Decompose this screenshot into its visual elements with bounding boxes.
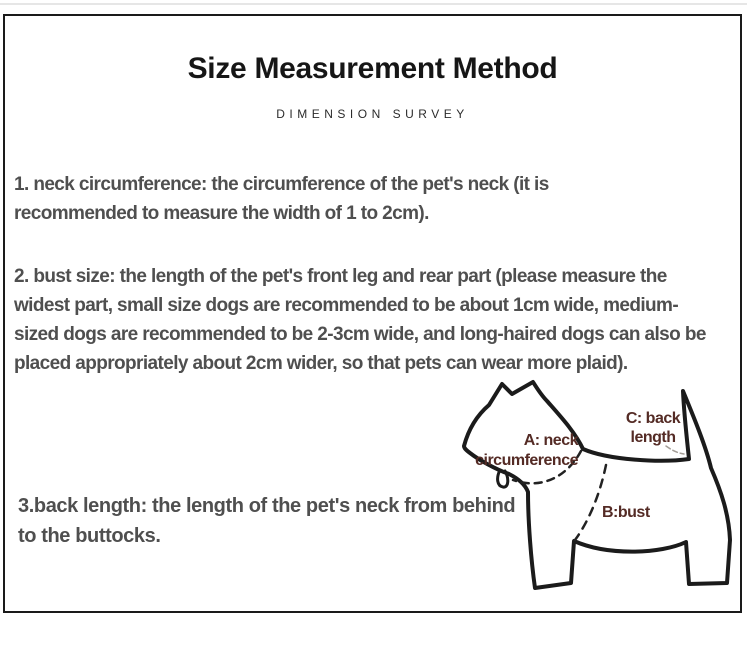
page-title: Size Measurement Method	[187, 52, 558, 85]
page-subtitle: DIMENSION SURVEY	[276, 107, 469, 121]
label-back-line1: C: back	[625, 410, 681, 427]
label-neck-circumference	[458, 431, 578, 471]
top-divider	[0, 3, 747, 5]
label-back-line2: length	[630, 429, 676, 446]
back-length-pointer-line	[666, 446, 684, 454]
label-bust: B:bust	[602, 504, 650, 521]
instruction-neck-circumference: 1. neck circumference: the circumference of the pet's neck (it is recommended to measure the width of 1 to 2cm).	[14, 174, 549, 224]
instruction-back-length: 3.back length: the length of the pet's neck from behind to the buttocks.	[18, 495, 516, 547]
label-neck-line1: A: neck	[523, 432, 578, 449]
label-back-length	[612, 409, 694, 447]
label-neck-line2: circumference	[475, 452, 578, 469]
dog-measurement-illustration	[450, 368, 747, 620]
instruction-bust-size: 2. bust size: the length of the pet's front leg and rear part (please measure the widest part, small size dogs are recommended to be about 1cm wide, medium-sized dogs are recommended to be 2-3cm wide, and long-haired dogs can also be placed appropriately about 2cm wider, so that pets can wear more plaid).	[14, 266, 706, 374]
